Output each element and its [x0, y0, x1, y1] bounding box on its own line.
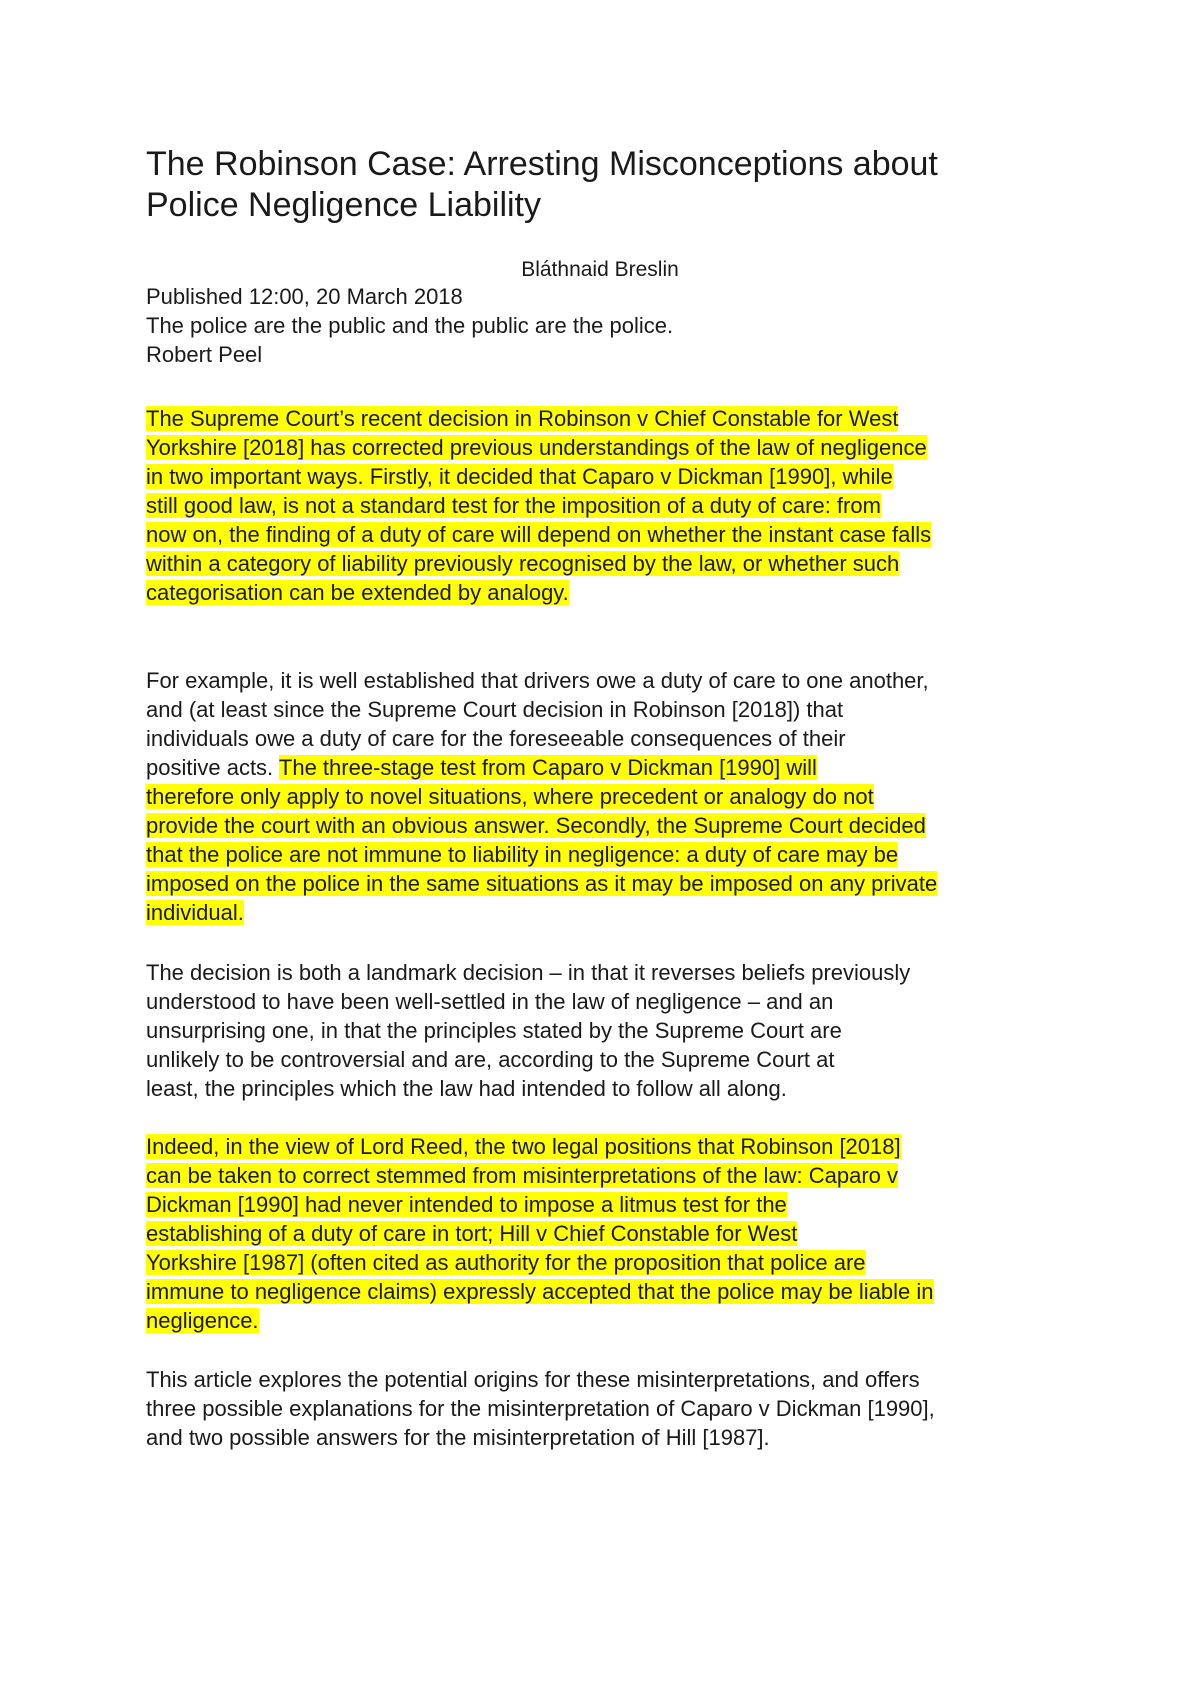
- paragraph-line: in two important ways. Firstly, it decided that Caparo v Dickman [1990], while: [146, 464, 893, 489]
- paragraph-line: categorisation can be extended by analogy.: [146, 580, 569, 605]
- highlighted-text: The three-stage test from Caparo v Dickman [1990] will: [278, 755, 817, 780]
- paragraph-line: understood to have been well-settled in the law of negligence – and an: [146, 989, 834, 1014]
- page-title: [146, 144, 1066, 226]
- author-name: Bláthnaid Breslin: [521, 258, 679, 281]
- paragraph-line: The Supreme Court’s recent decision in Robinson v Chief Constable for West: [146, 406, 899, 431]
- paragraph-1: [146, 404, 1066, 607]
- meta-block: [146, 282, 673, 369]
- paragraph-line: that the police are not immune to liability in negligence: a duty of care may be: [146, 842, 899, 867]
- paragraph-line: Dickman [1990] had never intended to impose a litmus test for the: [146, 1192, 787, 1217]
- paragraph-line: provide the court with an obvious answer. Secondly, the Supreme Court decided: [146, 813, 926, 838]
- paragraph-line: individual.: [146, 900, 244, 925]
- paragraph-5: [146, 1365, 1066, 1452]
- paragraph-line: negligence.: [146, 1308, 259, 1333]
- title-line-2: Police Negligence Liability: [146, 186, 542, 224]
- paragraph-line-mixed: [146, 753, 1066, 782]
- paragraph-line: Yorkshire [1987] (often cited as authority for the proposition that police are: [146, 1250, 866, 1275]
- paragraph-2: [146, 666, 1066, 927]
- published-date: Published 12:00, 20 March 2018: [146, 284, 463, 309]
- paragraph-line: unsurprising one, in that the principles stated by the Supreme Court are: [146, 1018, 842, 1043]
- epigraph-quote: The police are the public and the public are the police.: [146, 313, 674, 338]
- paragraph-line: and two possible answers for the misinterpretation of Hill [1987].: [146, 1425, 770, 1450]
- paragraph-line: three possible explanations for the misinterpretation of Caparo v Dickman [1990],: [146, 1396, 935, 1421]
- paragraph-line: imposed on the police in the same situations as it may be imposed on any private: [146, 871, 938, 896]
- paragraph-line: Yorkshire [2018] has corrected previous understandings of the law of negligence: [146, 435, 927, 460]
- paragraph-line: immune to negligence claims) expressly accepted that the police may be liable in: [146, 1279, 934, 1304]
- epigraph-attribution: Robert Peel: [146, 342, 263, 367]
- paragraph-line: and (at least since the Supreme Court decision in Robinson [2018]) that: [146, 697, 844, 722]
- paragraph-line: establishing of a duty of care in tort; Hill v Chief Constable for West: [146, 1221, 798, 1246]
- paragraph-line: individuals owe a duty of care for the foreseeable consequences of their: [146, 726, 846, 751]
- plain-text: positive acts.: [146, 755, 279, 780]
- paragraph-line: can be taken to correct stemmed from misinterpretations of the law: Caparo v: [146, 1163, 898, 1188]
- paragraph-line: now on, the finding of a duty of care will depend on whether the instant case falls: [146, 522, 932, 547]
- paragraph-line: For example, it is well established that drivers owe a duty of care to one another,: [146, 668, 929, 693]
- paragraph-4: [146, 1132, 1066, 1335]
- paragraph-line: still good law, is not a standard test for the imposition of a duty of care: from: [146, 493, 881, 518]
- paragraph-line: least, the principles which the law had intended to follow all along.: [146, 1076, 787, 1101]
- paragraph-line: The decision is both a landmark decision – in that it reverses beliefs previously: [146, 960, 911, 985]
- paragraph-line: unlikely to be controversial and are, according to the Supreme Court at: [146, 1047, 835, 1072]
- paragraph-line: Indeed, in the view of Lord Reed, the two legal positions that Robinson [2018]: [146, 1134, 901, 1159]
- paragraph-line: This article explores the potential origins for these misinterpretations, and offers: [146, 1367, 920, 1392]
- paragraph-3: [146, 958, 1066, 1103]
- title-line-1: The Robinson Case: Arresting Misconceptions about: [146, 145, 938, 183]
- paragraph-line: therefore only apply to novel situations, where precedent or analogy do not: [146, 784, 874, 809]
- paragraph-line: within a category of liability previously recognised by the law, or whether such: [146, 551, 900, 576]
